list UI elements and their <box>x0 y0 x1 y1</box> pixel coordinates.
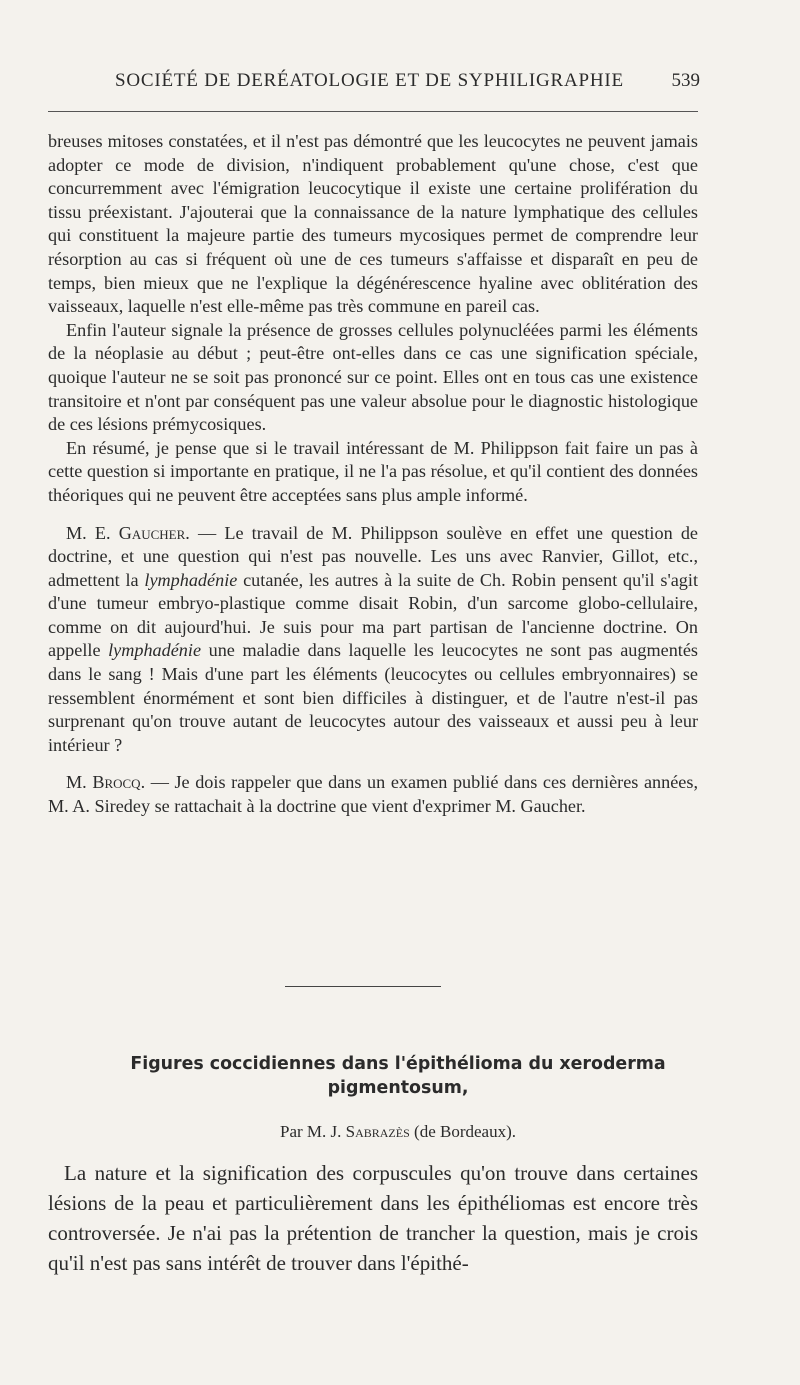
paragraph-brocq <box>48 771 698 818</box>
running-header <box>115 70 700 92</box>
term-lymphadenie-2: lymphadénie <box>108 640 202 661</box>
speaker-gaucher: Gaucher <box>118 522 186 543</box>
gaucher-text-1: . — Le travail de M. Philippson soulève en effet une question de doctrine, et une question qui n'est pas nouvelle. Les uns avec Ranvier, Gillot, etc., admettent la <box>48 522 698 590</box>
paragraph-continued: breuses mitoses constatées, et il n'est pas démontré que les leucocytes ne peuvent jamais adopter ce mode de division, n'indiquent probablement qu'une chose, c'est que concurremment avec l'émigration leucocytique il existe une certaine prolifération du tissu préexistant. J'ajouterai que la connaissance de la nature lymphatique des cellules qui constituent la majeure partie des tumeurs mycosiques permet de comprendre leur résorption au cas si fréquent où une de ces tumeurs s'affaisse et disparaît en peu de temps, bien mieux que ne l'explique la dégénérescence hyaline avec oblitération des vaisseaux, laquelle n'est elle-même pas très commune en pareil cas. <box>48 131 698 317</box>
page-number: 539 <box>671 70 700 91</box>
author-name: Sabrazès <box>345 1122 410 1141</box>
paragraph-gaucher <box>48 522 698 758</box>
discussion-text <box>48 130 698 819</box>
article-title-line-1: Figures coccidiennes dans l'épithélioma du xeroderma <box>130 1054 666 1074</box>
paragraph-summary: En résumé, je pense que si le travail intéressant de M. Philippson fait faire un pas à cette question si importante en pratique, il ne l'a pas résolue, et qu'il contient des données théoriques qui ne peuvent être acceptées sans plus ample informé. <box>48 437 698 505</box>
byline-prefix: Par M. J. <box>279 1122 346 1141</box>
byline-suffix: (de Bordeaux). <box>409 1122 516 1141</box>
brocq-text: . — Je dois rappeler que dans un examen publié dans ces dernières années, M. A. Siredey se rattachait à la doctrine que vient d'exprimer M. Gaucher. <box>48 772 699 817</box>
speaker-brocq: Brocq <box>92 772 141 793</box>
article-byline <box>48 1122 748 1142</box>
article-title <box>48 1052 748 1100</box>
header-rule <box>48 111 698 112</box>
section-separator <box>285 986 441 987</box>
term-lymphadenie: lymphadénie <box>144 569 238 590</box>
gaucher-text-3: une maladie dans laquelle les leucocytes ne sont pas augmentés dans le sang ! Mais d'une part les éléments (leucocytes ou cellules embryonnaires) se ressemblent énormément et sont bien difficiles à distinguer, et de l'autre n'est-il pas surprenant qu'on trouve autant de leucocytes autour des vaisseaux et aussi peu à leur intérieur ? <box>48 640 698 755</box>
journal-section-title: SOCIÉTÉ DE DERÉATOLOGIE ET DE SYPHILIGRAPHIE <box>115 70 624 91</box>
article-title-line-2: pigmentosum, <box>327 1078 469 1098</box>
speaker-prefix-brocq: M. <box>66 772 93 793</box>
paragraph-polynuclear-cells: Enfin l'auteur signale la présence de grosses cellules polynucléées parmi les éléments de la néoplasie au début ; peut-être ont-elles dans ce cas une signification spéciale, quoique l'auteur ne se soit pas prononcé sur ce point. Elles ont en tous cas une existence transitoire et n'ont par conséquent pas une valeur absolue pour le diagnostic histologique de ces lésions prémycosiques. <box>48 319 698 435</box>
speaker-prefix: M. E. <box>66 522 119 543</box>
article-lead-paragraph: La nature et la signification des corpuscules qu'on trouve dans certaines lésions de la peau et particulièrement dans les épithéliomas est encore très controversée. Je n'ai pas la prétention de trancher la question, mais je crois qu'il n'est pas sans intérêt de trouver dans l'épithé- <box>48 1161 698 1275</box>
gaucher-text-2: cutanée, les autres à la suite de Ch. Robin pensent qu'il s'agit d'une tumeur embryo-plastique comme disait Robin, d'un sarcome globo-cellulaire, comme on dit aujourd'hui. Je suis pour ma part partisan de l'ancienne doctrine. On appelle <box>48 569 698 661</box>
